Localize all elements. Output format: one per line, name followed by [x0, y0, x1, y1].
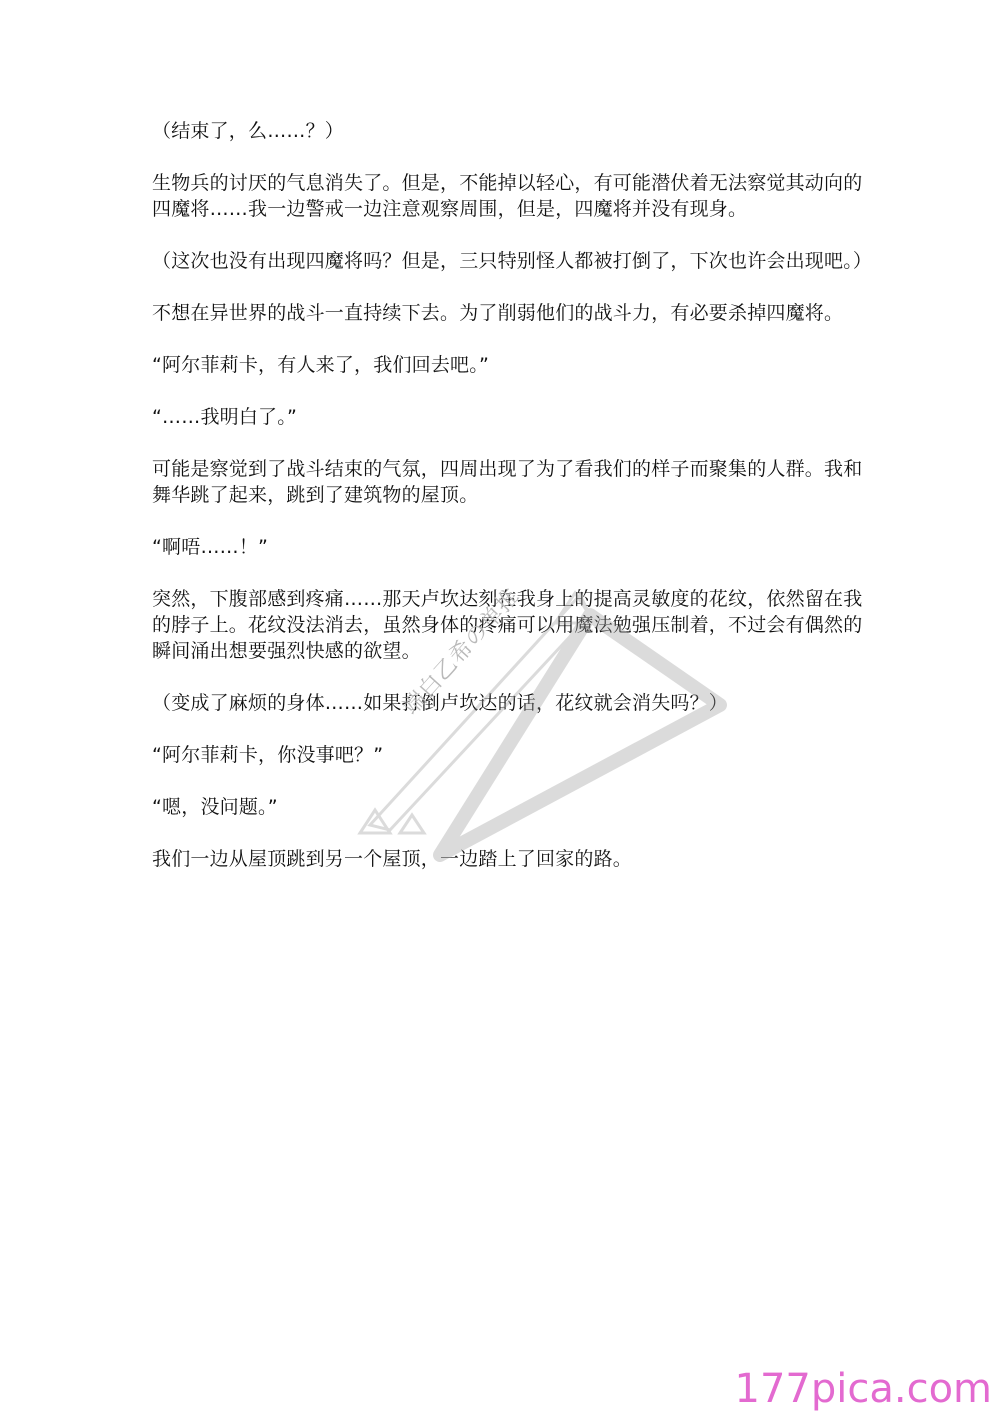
- site-watermark: 177pica.com: [734, 1366, 992, 1412]
- paragraph: “啊唔……！”: [152, 536, 269, 558]
- paragraph: “嗯，没问题。”: [152, 796, 278, 818]
- paragraph: 不想在异世界的战斗一直持续下去。为了削弱他们的战斗力，有必要杀掉四魔将。: [152, 302, 844, 324]
- document-body: [152, 118, 873, 898]
- paragraph: “……我明白了。”: [152, 406, 297, 428]
- paragraph: “阿尔菲莉卡，你没事吧？”: [152, 744, 384, 766]
- paragraph: （这次也没有出现四魔将吗？但是，三只特别怪人都被打倒了，下次也许会出现吧。）: [152, 250, 873, 272]
- paragraph: 生物兵的讨厌的气息消失了。但是，不能掉以轻心，有可能潜伏着无法察觉其动向的四魔将……我一边警戒一边注意观察周围，但是，四魔将并没有现身。: [152, 172, 863, 220]
- paragraph: 突然，下腹部感到疼痛……那天卢坎达刻在我身上的提高灵敏度的花纹，依然留在我的脖子上。花纹没法消去，虽然身体的疼痛可以用魔法勉强压制着，不过会有偶然的瞬间涌出想要强烈快感的欲望。: [152, 588, 863, 662]
- paragraph: （结束了，么……？）: [152, 120, 345, 142]
- paragraph: 可能是察觉到了战斗结束的气氛，四周出现了为了看我们的样子而聚集的人群。我和舞华跳了起来，跳到了建筑物的屋顶。: [152, 458, 863, 506]
- paragraph: （变成了麻烦的身体……如果打倒卢坎达的话，花纹就会消失吗？）: [152, 692, 729, 714]
- paragraph: “阿尔菲莉卡，有人来了，我们回去吧。”: [152, 354, 489, 376]
- paragraph: 我们一边从屋顶跳到另一个屋顶，一边踏上了回家的路。: [152, 848, 633, 870]
- watermark-text: 端白乙希の单推: [398, 583, 526, 721]
